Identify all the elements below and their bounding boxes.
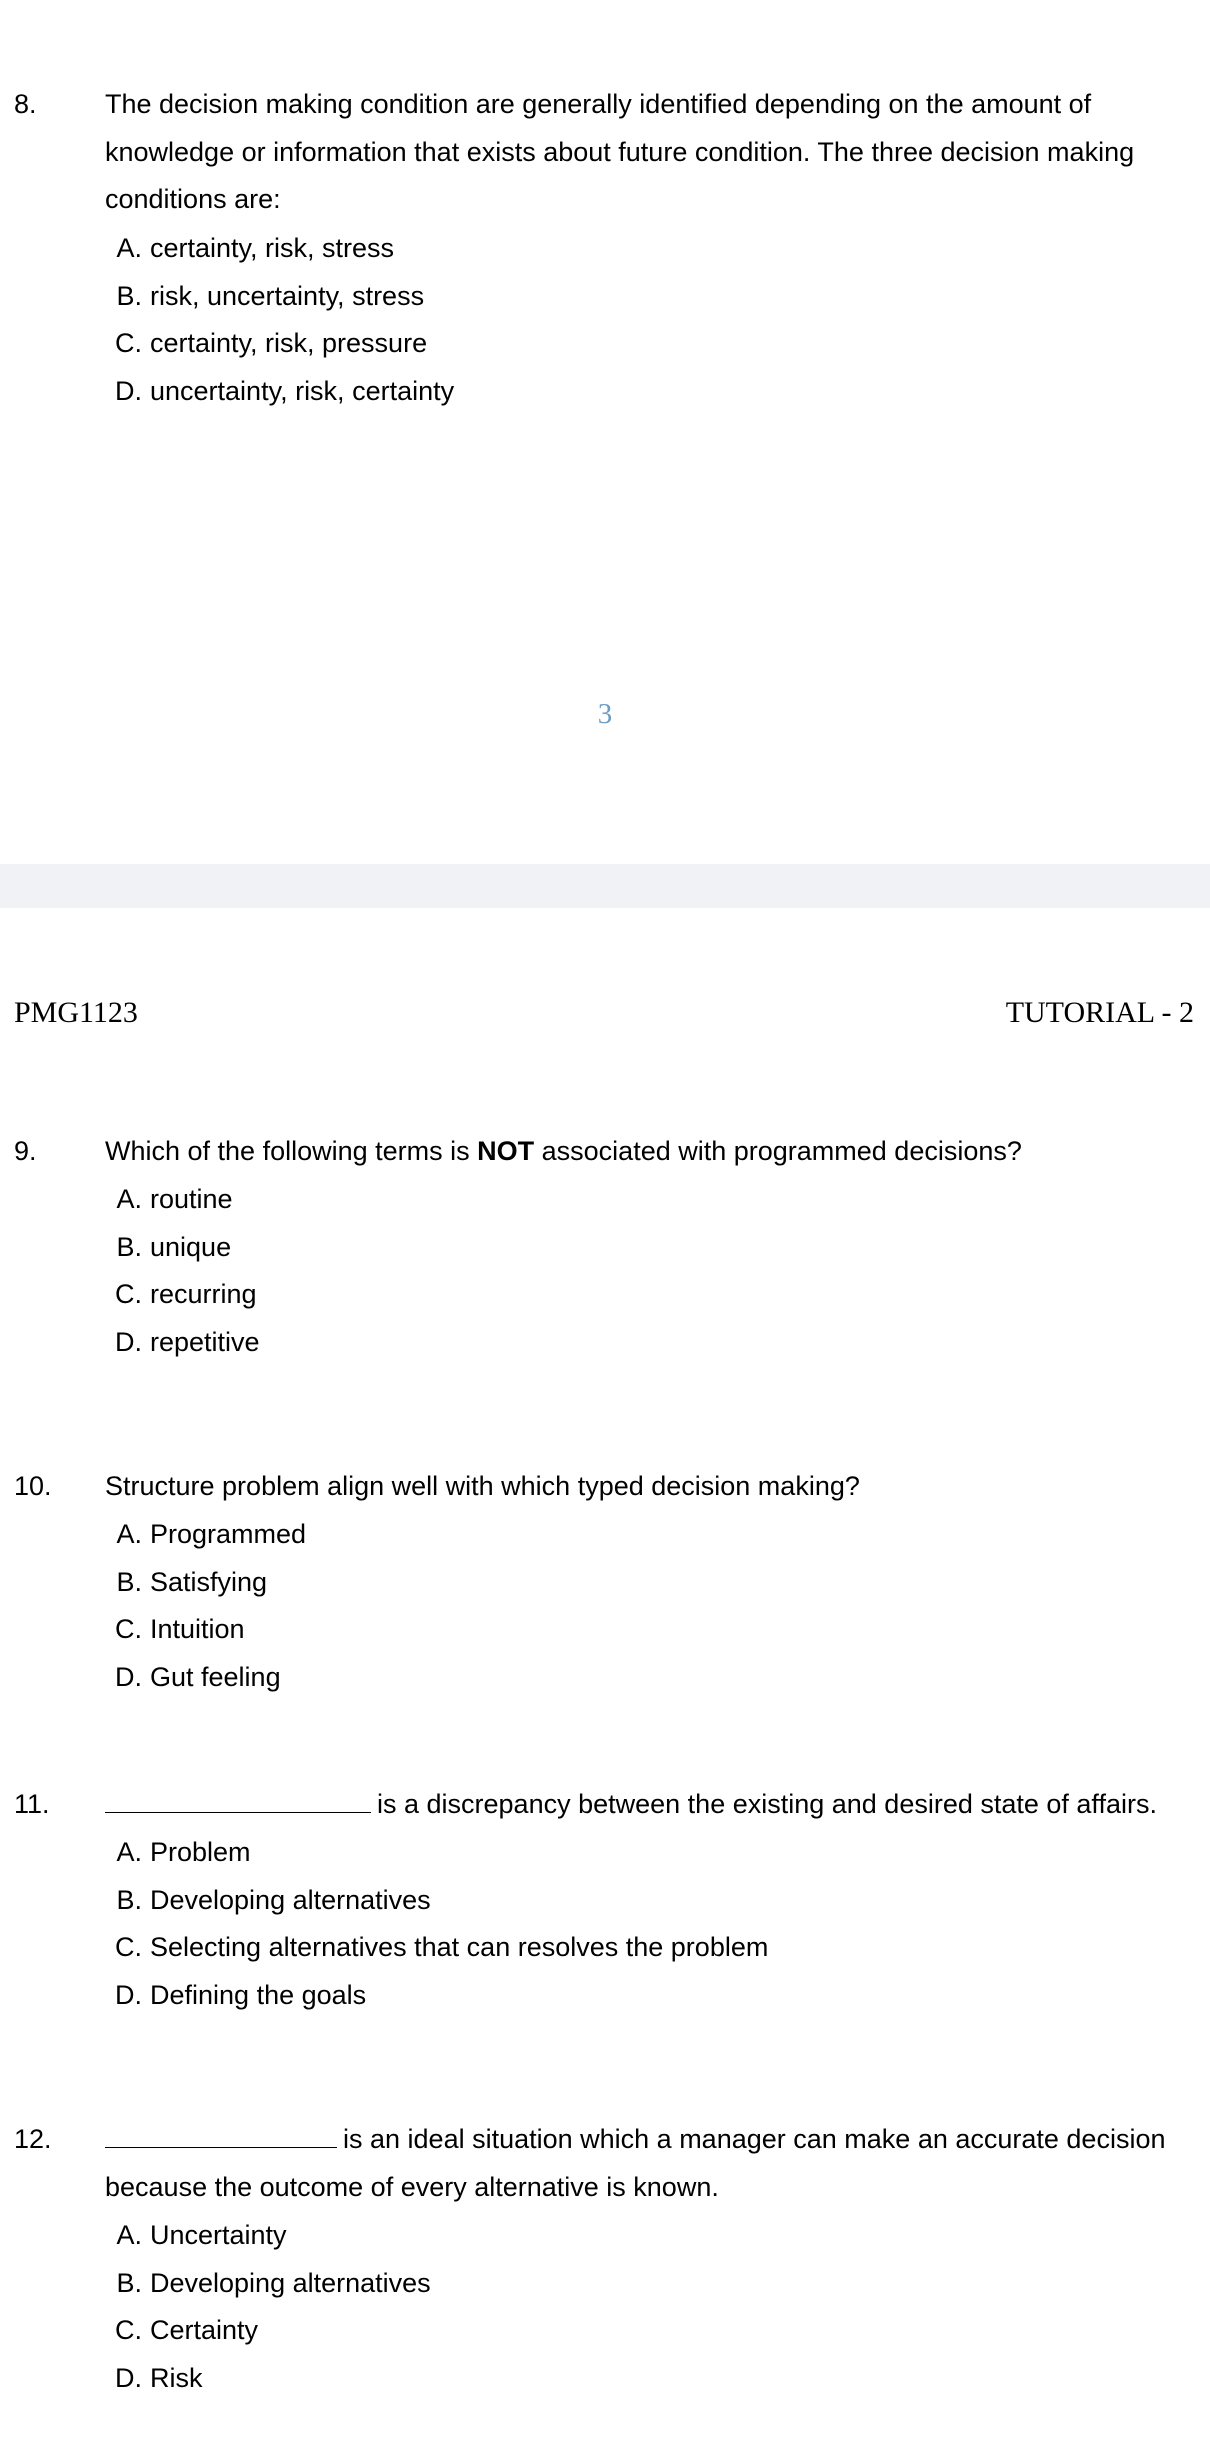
options-list <box>105 1511 306 1702</box>
option-a: A. Programmed <box>116 1519 307 1549</box>
option-b: B. Developing alternatives <box>116 2267 431 2298</box>
question-text: Structure problem align well with which typed decision making? <box>105 1471 860 1501</box>
question-number: 12. <box>14 2124 52 2154</box>
answer-blank <box>105 1785 371 1813</box>
page-4 <box>0 908 1210 2449</box>
question-number: 10. <box>14 1471 52 1501</box>
option-a: A. routine <box>116 1184 233 1214</box>
option-c: C. Intuition <box>115 1614 245 1645</box>
option-a: A. certainty, risk, stress <box>116 233 395 263</box>
option-d: D. Defining the goals <box>115 1980 367 2011</box>
question-text: The decision making condition are generally identified depending on the amount of knowledge or information that exists about future condition. The three decision making conditions are: <box>105 89 1135 214</box>
option-c: C. recurring <box>115 1279 257 1310</box>
tutorial-label: TUTORIAL - 2 <box>1005 996 1194 1029</box>
course-code: PMG1123 <box>14 996 138 1029</box>
option-c: C. Certainty <box>115 2315 259 2346</box>
option-a: A. Uncertainty <box>116 2220 287 2250</box>
option-a: A. Problem <box>116 1837 251 1867</box>
option-c: C. certainty, risk, pressure <box>115 328 428 359</box>
page-number: 3 <box>597 698 613 730</box>
option-c: C. Selecting alternatives that can resolves the problem <box>115 1932 769 1963</box>
question-number: 8. <box>14 89 37 119</box>
options-list <box>105 2212 431 2403</box>
option-d: D. uncertainty, risk, certainty <box>115 376 455 407</box>
options-list <box>105 225 454 416</box>
options-list <box>105 1176 260 1367</box>
question-text: is an ideal situation which a manager can make an accurate decision because the outcome of every alternative is known. <box>105 2116 1200 2211</box>
option-d: D. repetitive <box>115 1327 260 1358</box>
option-b: B. unique <box>116 1231 232 1262</box>
page-separator <box>0 864 1210 908</box>
option-b: B. Satisfying <box>116 1566 268 1597</box>
question-text: Which of the following terms is NOT associated with programmed decisions? <box>105 1136 1022 1166</box>
answer-blank <box>105 2120 337 2148</box>
option-d: D. Risk <box>115 2363 203 2394</box>
question-number: 11. <box>14 1789 50 1819</box>
option-d: D. Gut feeling <box>115 1662 281 1693</box>
options-list <box>105 1829 768 2020</box>
emphasis-not: NOT <box>477 1136 535 1166</box>
question-text: is a discrepancy between the existing and desired state of affairs. <box>105 1781 1200 1829</box>
option-b: B. risk, uncertainty, stress <box>116 280 425 311</box>
page-3 <box>0 0 1210 864</box>
option-b: B. Developing alternatives <box>116 1884 431 1915</box>
question-number: 9. <box>14 1136 37 1166</box>
